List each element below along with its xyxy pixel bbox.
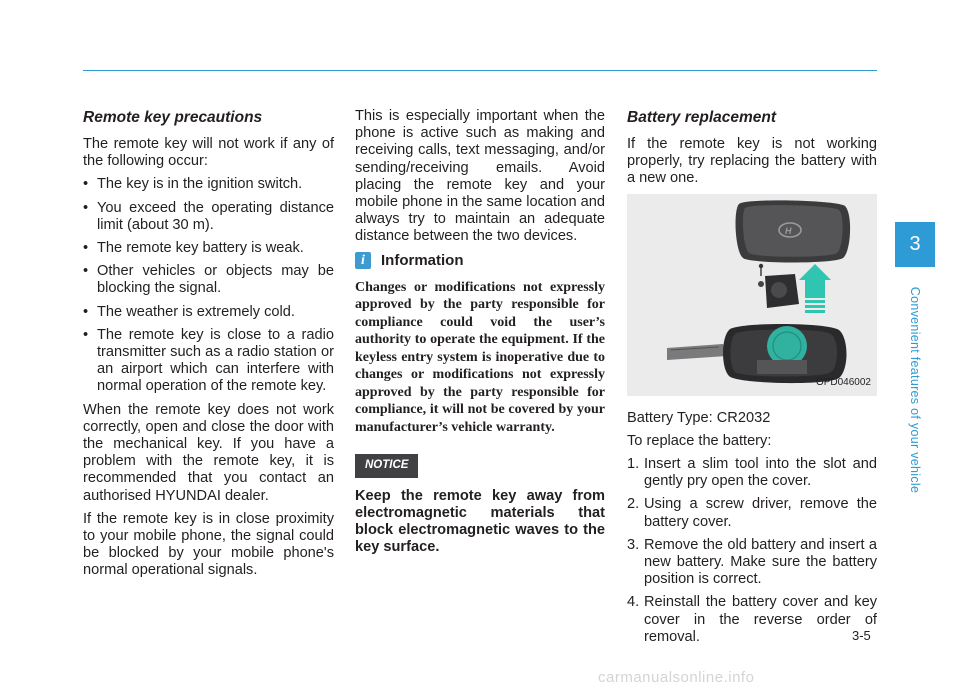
step-number: 2.	[627, 496, 640, 513]
chapter-title: Convenient features of your vehicle	[908, 286, 922, 494]
information-body: Changes or modifications not expressly approved by the party responsible for compliance could void the user’s authority to operate the equipment. If the keyless entry system is inoperative due to changes or modifications not expressly approved by the party responsible for compliance, it will not be covered by your manufacturer’s vehicle warranty.	[355, 279, 605, 435]
phone-paragraph: This is especially important when the phone is active such as making and receiving calls, text messaging, and/or sending/receiving emails. Avoid placing the remote key and your mobile phone in the same location and always try to maintain an adequate distance between the two devices.	[355, 108, 605, 245]
watermark: carmanualsonline.info	[598, 669, 755, 686]
information-header	[355, 252, 605, 269]
information-title: Information	[381, 251, 464, 269]
battery-intro-paragraph: If the remote key is not working properly, try replacing the battery with a new one.	[627, 136, 877, 187]
info-icon: i	[355, 252, 371, 269]
notice-body: Keep the remote key away from electromagnetic materials that block electromagnetic waves to the key surface.	[355, 487, 605, 556]
step-text: Insert a slim tool into the slot and gently pry open the cover.	[644, 456, 877, 490]
battery-type: Battery Type: CR2032	[627, 409, 771, 426]
page-number: 3-5	[852, 628, 871, 643]
step-text: Using a screw driver, remove the battery cover.	[644, 496, 877, 530]
section-heading-battery-replacement: Battery replacement	[627, 109, 777, 126]
intro-paragraph: The remote key will not work if any of the following occur:	[83, 136, 334, 170]
list-item: • The key is in the ignition switch.	[83, 176, 334, 193]
list-item: • Other vehicles or objects may be blocking the signal.	[83, 263, 334, 297]
list-item: • The weather is extremely cold.	[83, 304, 334, 321]
mechanical-key-paragraph: When the remote key does not work correctly, open and close the door with the mechanical key. If you have a problem with the remote key, it is recommended that you contact an authorised HYUNDAI dealer.	[83, 401, 334, 504]
mobile-phone-paragraph: If the remote key is in close proximity to your mobile phone, the signal could be blocked by your mobile phone's normal operational signals.	[83, 510, 334, 579]
precautions-list	[83, 176, 334, 395]
remote-key-illustration	[627, 194, 877, 396]
svg-text:H: H	[785, 225, 792, 236]
list-item	[627, 456, 877, 490]
list-item	[627, 496, 877, 530]
list-item	[627, 594, 877, 646]
battery-replacement-illustration	[627, 194, 877, 396]
step-number: 4.	[627, 594, 640, 611]
column-remote-key-precautions	[83, 108, 334, 586]
section-heading-remote-key-precautions: Remote key precautions	[83, 109, 263, 126]
figure-code: OPD046002	[815, 377, 871, 389]
steps-intro: To replace the battery:	[627, 432, 772, 449]
column-battery-replacement	[627, 108, 877, 652]
list-item: • The remote key is close to a radio transmitter such as a radio station or an airport which can interfere with normal operation of the remote key.	[83, 327, 334, 396]
column-phone-information	[355, 108, 605, 556]
battery-steps-list	[627, 456, 877, 646]
step-number: 1.	[627, 456, 640, 473]
step-text: Remove the old battery and insert a new battery. Make sure the battery position is correct.	[644, 536, 877, 588]
notice-badge: NOTICE	[355, 454, 418, 477]
step-text: Reinstall the battery cover and key cover in the reverse order of removal.	[644, 594, 877, 645]
list-item: • You exceed the operating distance limit (about 30 m).	[83, 200, 334, 234]
list-item: • The remote key battery is weak.	[83, 240, 334, 257]
step-number: 3.	[627, 536, 640, 553]
top-rule	[83, 70, 877, 71]
chapter-number-tab: 3	[895, 222, 935, 267]
list-item	[627, 537, 877, 589]
